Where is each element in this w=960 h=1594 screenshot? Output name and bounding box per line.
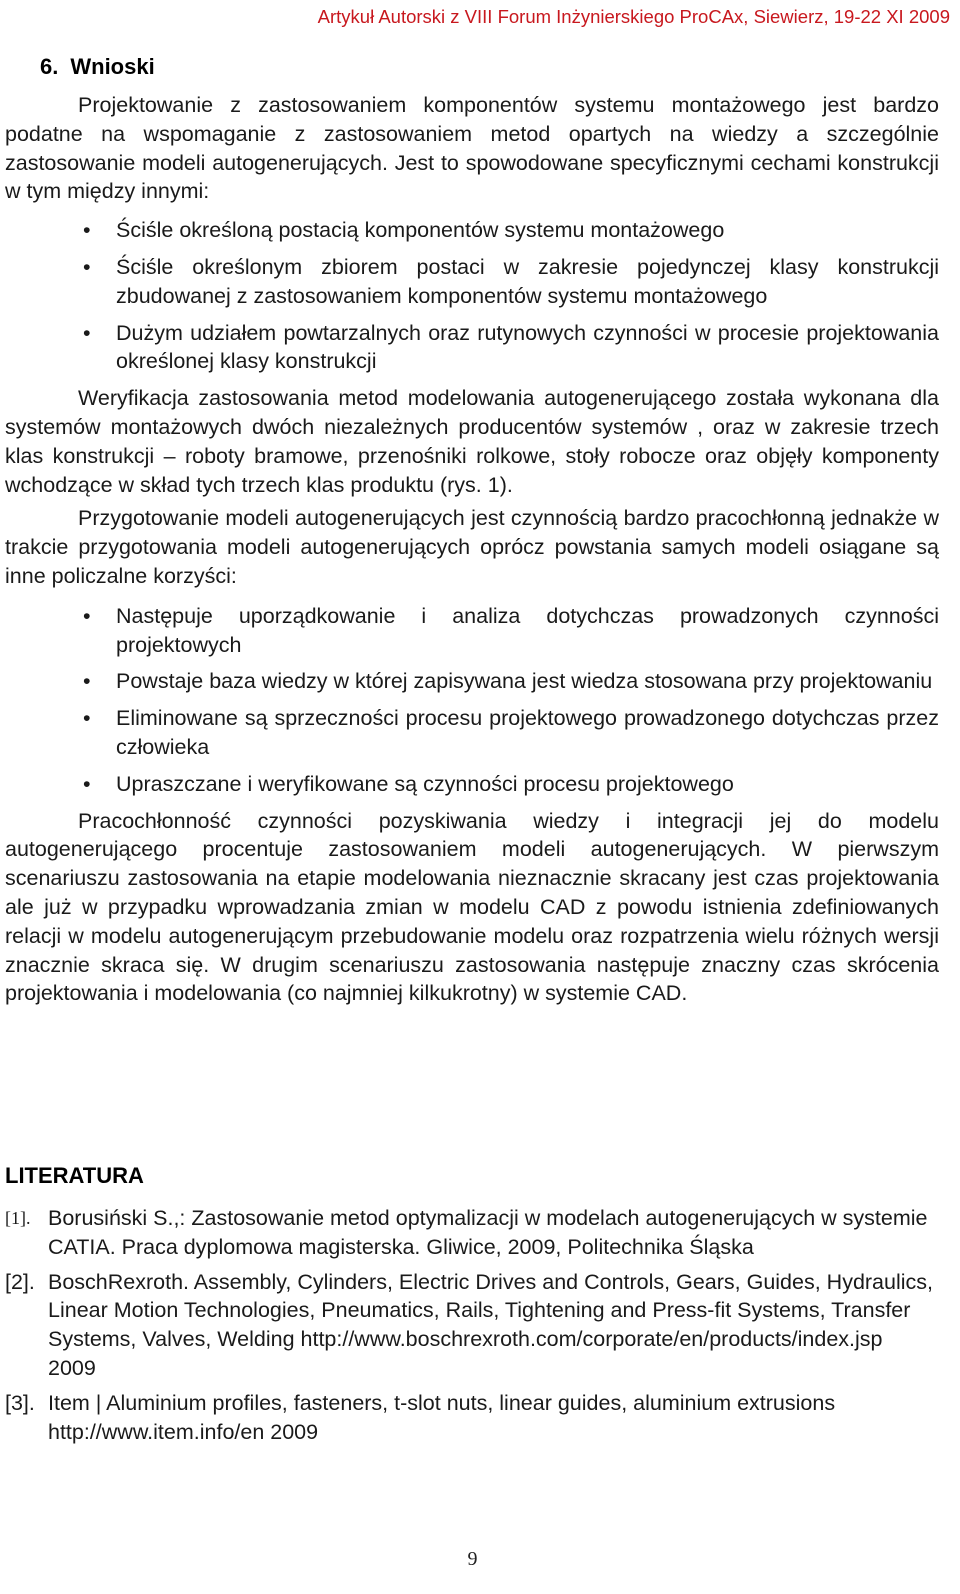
bullet-icon: • — [83, 771, 91, 796]
body-text — [5, 91, 939, 1008]
paragraph-effort: Pracochłonność czynności pozyskiwania wiedzy i integracji jej do modelu autogenerującego procentuje zastosowaniem modeli autogenerujących. W pierwszym scenariuszu zastosowania na etapie modelowania nieznacznie skracany jest czas projektowania ale już w przypadku wprowadzania zmian w modelu CAD z powodu istnienia zdefiniowanych relacji w modelu autogenerującym przebudowanie modelu oraz rozpatrzenia wielu różnych wersji znacznie skraca się. W drugim scenariuszu zastosowania następuje znaczny czas skrócenia projektowania i modelowania (co najmniej kilkukrotny) w systemie CAD. — [5, 808, 939, 1006]
reference-list — [5, 1204, 935, 1452]
reference-text: Item | Aluminium profiles, fasteners, t-slot nuts, linear guides, aluminium extrusions http://www.item.info/en 2009 — [48, 1390, 836, 1444]
section-heading — [40, 54, 155, 80]
bullet-list-features — [5, 216, 939, 376]
paragraph-intro: Projektowanie z zastosowaniem komponentów systemu montażowego jest bardzo podatne na wspomaganie z zastosowaniem metod opartych na wiedzy a szczególnie zastosowanie modeli autogenerujących. Jest to spowodowane specyficznymi cechami konstrukcji w tym między innymi: — [5, 93, 939, 204]
list-item-text: Ściśle określoną postacią komponentów systemu montażowego — [116, 218, 725, 243]
list-item — [5, 704, 939, 762]
list-item-text: Powstaje baza wiedzy w której zapisywana jest wiedza stosowana przy projektowaniu — [116, 669, 933, 694]
reference-number: [1]. — [5, 1208, 31, 1228]
bullet-icon: • — [83, 254, 91, 279]
bullet-list-benefits — [5, 602, 939, 799]
reference-text: BoschRexroth. Assembly, Cylinders, Electric Drives and Controls, Gears, Guides, Hydraulics, Linear Motion Technologies, Pneumatics, Rails, Tightening and Press-fit Systems, Transfer Systems, Valves, Welding http://www.boschrexroth.com/corporate/en/products/index.jsp 2009 — [48, 1269, 933, 1380]
paragraph-verification: Weryfikacja zastosowania metod modelowania autogenerującego została wykonana dla systemów montażowych dwóch niezależnych producentów systemów , oraz w zakresie trzech klas konstrukcji – roboty bramowe, przenośniki rolkowe, stoły robocze oraz objęły komponenty wchodzące w skład tych trzech klas produktu (rys. 1). — [5, 386, 939, 497]
list-item — [5, 253, 939, 311]
list-item-text: Ściśle określonym zbiorem postaci w zakresie pojedynczej klasy konstrukcji zbudowanej z zastosowaniem komponentów systemu montażowego — [116, 254, 939, 308]
bullet-icon: • — [83, 218, 91, 243]
literature-heading: LITERATURA — [5, 1163, 144, 1188]
running-header: Artykuł Autorski z VIII Forum Inżynierskiego ProCAx, Siewierz, 19-22 XI 2009 — [317, 6, 950, 27]
reference-number: [3]. — [5, 1390, 35, 1415]
list-item — [5, 667, 939, 696]
list-item-text: Eliminowane są sprzeczności procesu projektowego prowadzonego dotychczas przez człowieka — [116, 706, 939, 759]
reference-item — [5, 1268, 935, 1383]
page-number: 9 — [467, 1548, 478, 1570]
reference-number: [2]. — [5, 1269, 35, 1294]
list-item — [5, 216, 939, 245]
bullet-icon: • — [83, 603, 91, 628]
reference-item — [5, 1204, 935, 1262]
section-number: 6. — [40, 54, 59, 79]
list-item-text: Dużym udziałem powtarzalnych oraz rutynowych czynności w procesie projektowania określonej klasy konstrukcji — [116, 320, 939, 374]
bullet-icon: • — [83, 669, 91, 694]
section-title: Wnioski — [70, 54, 155, 79]
list-item — [5, 602, 939, 660]
bullet-icon: • — [83, 706, 91, 731]
reference-item — [5, 1389, 935, 1447]
bullet-icon: • — [83, 320, 91, 345]
list-item-text: Następuje uporządkowanie i analiza dotychczas prowadzonych czynności projektowych — [116, 603, 939, 657]
paragraph-preparation: Przygotowanie modeli autogenerujących jest czynnością bardzo pracochłonną jednakże w trakcie przygotowania modeli autogenerujących oprócz powstania samych modeli osiągane są inne policzalne korzyści: — [5, 506, 939, 588]
list-item — [5, 319, 939, 377]
list-item-text: Upraszczane i weryfikowane są czynności procesu projektowego — [116, 771, 734, 796]
reference-text: Borusiński S.,: Zastosowanie metod optymalizacji w modelach autogenerujących w systemie CATIA. Praca dyplomowa magisterska. Gliwice, 2009, Politechnika Śląska — [48, 1206, 928, 1259]
list-item — [5, 770, 939, 799]
